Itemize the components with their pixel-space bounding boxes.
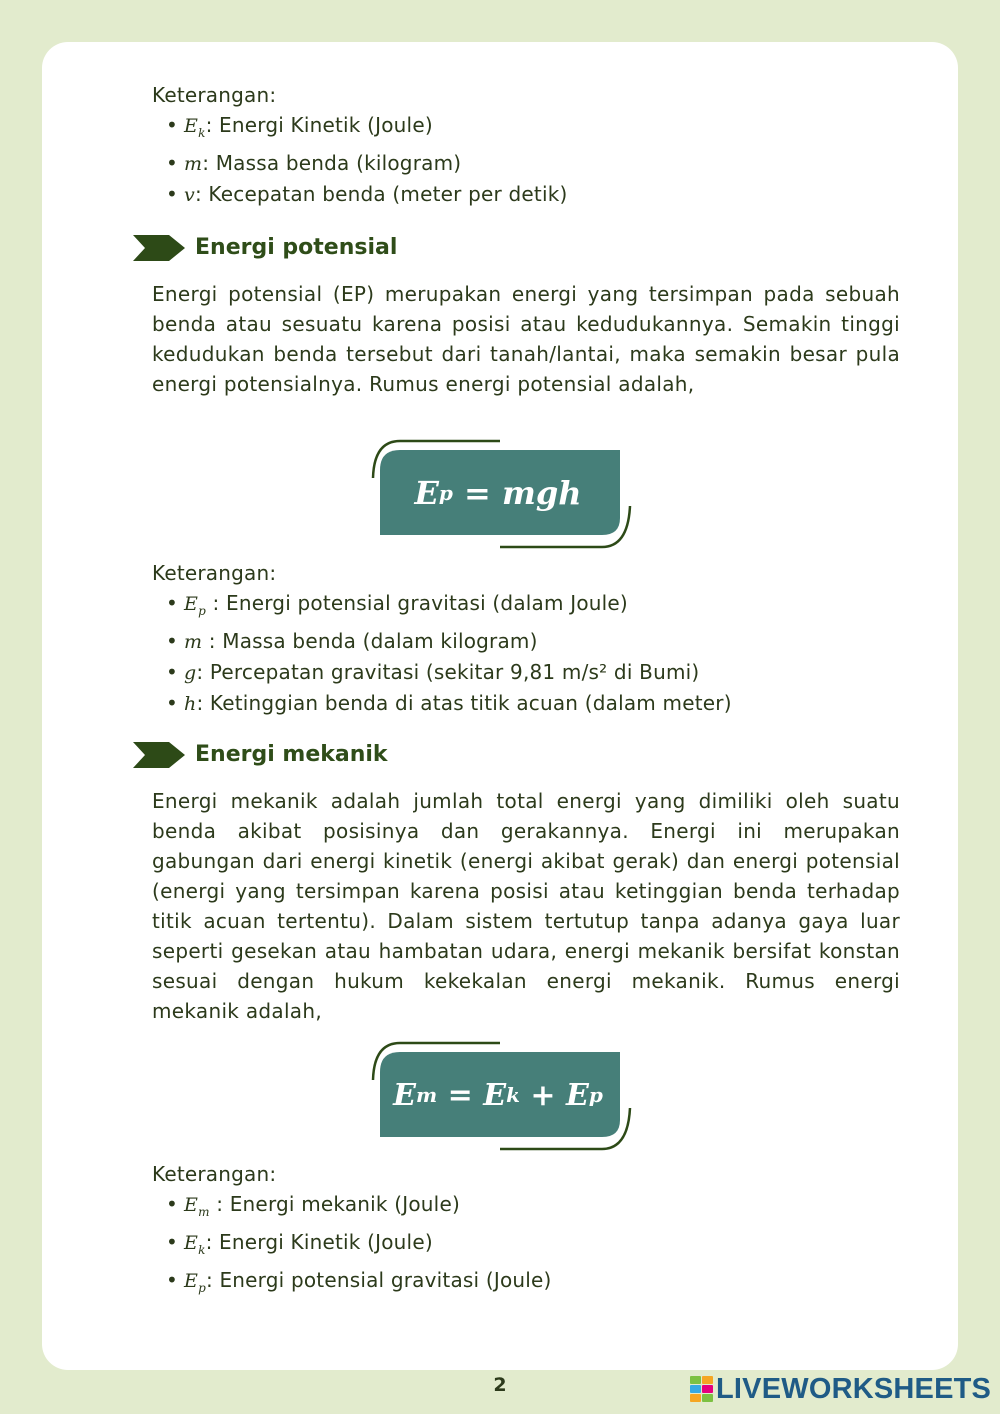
- math-symbol: $E_k$: [184, 115, 206, 140]
- brand-name: LIVEWORKSHEETS: [716, 1372, 992, 1405]
- list-item: • $E_k$: Energi Kinetik (Joule): [166, 110, 900, 148]
- math-symbol: v: [184, 183, 195, 206]
- math-symbol: m: [184, 152, 203, 175]
- legend-list: [152, 588, 900, 719]
- math-symbol: m: [184, 630, 203, 653]
- liveworksheets-brand[interactable]: [690, 1372, 991, 1406]
- potential-paragraph: Energi potensial (EP) merupakan energi yang tersimpan pada sebuah benda atau sesuatu karena posisi atau kedudukannya. Semakin tinggi kedudukan benda tersebut dari tanah/lantai, maka semakin besar pula energi potensialnya. Rumus energi potensial adalah,: [152, 282, 900, 396]
- section-title: Energi potensial: [195, 235, 398, 260]
- legend-list: [152, 1189, 900, 1302]
- math-symbol: $E_k$: [184, 1231, 206, 1257]
- list-item: • m: Massa benda (kilogram): [166, 148, 900, 179]
- legend-label: Keterangan:: [152, 1162, 277, 1186]
- formula-text: E m = E k + E p: [393, 1077, 603, 1113]
- math-symbol: g: [184, 661, 197, 684]
- math-symbol: $E_p$: [184, 593, 206, 618]
- potential-legend: [152, 558, 900, 719]
- formula-box-potential: [370, 438, 634, 550]
- list-item: • h: Ketinggian benda di atas titik acuan (dalam meter): [166, 688, 900, 719]
- list-item: • $E_m$ : Energi mekanik (Joule): [166, 1189, 900, 1227]
- mechanical-paragraph: Energi mekanik adalah jumlah total energi yang dimiliki oleh suatu benda akibat posisinya dan gerakannya. Energi ini merupakan gabungan dari energi kinetik (energi akibat gerak) dan energi potensial (energi yang tersimpan karena posisi atau ketinggian benda terhadap titik acuan tertentu). Dalam sistem tertutup tanpa adanya gaya luar seperti gesekan atau hambatan udara, energi mekanik bersifat konstan sesuai dengan hukum kekekalan energi mekanik. Rumus energi mekanik adalah,: [152, 789, 900, 1023]
- list-item: • g: Percepatan gravitasi (sekitar 9,81 m/s² di Bumi): [166, 657, 900, 688]
- legend-label: Keterangan:: [152, 83, 277, 107]
- list-item: • $E_p$: Energi potensial gravitasi (Joule): [166, 1265, 900, 1303]
- formula-text: E p = mgh: [414, 474, 582, 512]
- liveworksheets-logo-icon: [690, 1376, 712, 1402]
- list-item: • v: Kecepatan benda (meter per detik): [166, 179, 900, 210]
- kinetic-legend: [152, 80, 900, 210]
- formula-box-mechanical: [370, 1040, 634, 1152]
- math-symbol: $E_p$: [184, 1269, 206, 1295]
- list-item: • $E_k$: Energi Kinetik (Joule): [166, 1227, 900, 1265]
- legend-list: [152, 110, 900, 210]
- math-symbol: h: [184, 692, 197, 715]
- mechanical-legend: [152, 1159, 900, 1302]
- math-symbol: $E_m$: [184, 1194, 210, 1219]
- legend-label: Keterangan:: [152, 561, 277, 585]
- section-title: Energi mekanik: [195, 742, 388, 767]
- page-number: 2: [493, 1374, 507, 1396]
- list-item: • $E_p$ : Energi potensial gravitasi (dalam Joule): [166, 588, 900, 626]
- chevron-arrow-icon: [133, 742, 185, 768]
- list-item: • m : Massa benda (dalam kilogram): [166, 626, 900, 657]
- chevron-arrow-icon: [133, 235, 185, 261]
